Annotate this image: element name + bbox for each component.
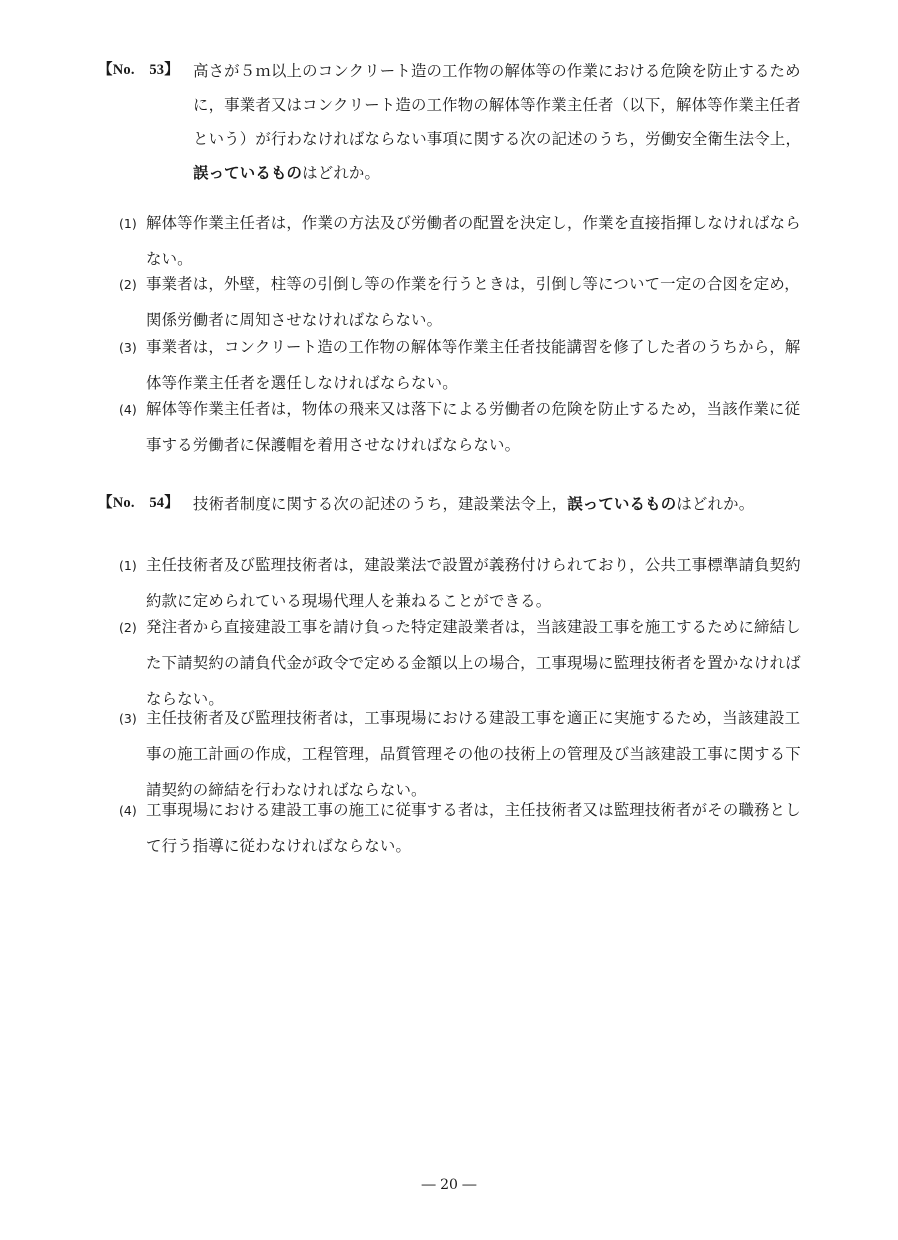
stem-54-part-a: 技術者制度に関する次の記述のうち，建設業法令上， [193, 495, 568, 513]
option-53-3-text: 事業者は，コンクリート造の工作物の解体等作業主任者技能講習を修了した者のうちから，解体等作業主任者を選任しなければならない。 [146, 338, 801, 392]
option-54-1-text: 主任技術者及び監理技術者は，建設業法で設置が義務付けられており，公共工事標準請負契約約款に定められている現場代理人を兼ねることができる。 [146, 556, 801, 610]
option-53-3-number: (3) [119, 340, 137, 355]
option-54-3-text: 主任技術者及び監理技術者は，工事現場における建設工事を適正に実施するため，当該建設工事の施工計画の作成，工程管理，品質管理その他の技術上の管理及び当該建設工事に関する下請契約の締結を行わなければならない。 [146, 709, 801, 799]
stem-54-part-b: はどれか。 [676, 495, 755, 513]
stem-54-emphasis: 誤っているもの [567, 495, 677, 513]
question-stem-54 [193, 487, 805, 521]
option-54-3-number: (3) [119, 711, 137, 726]
option-53-2-text: 事業者は，外壁，柱等の引倒し等の作業を行うときは，引倒し等について一定の合図を定め，関係労働者に周知させなければならない。 [146, 275, 800, 329]
stem-53-part-a: 高さが５ｍ以上のコンクリート造の工作物の解体等の作業における危険を防止するために，事業者又はコンクリート造の工作物の解体等作業主任者（以下，解体等作業主任者という）が行わなければならない事項に関する次の記述のうち，労働安全衛生法令上， [193, 62, 802, 148]
page-number: ― 20 ― [421, 1177, 477, 1193]
option-53-4-number: (4) [119, 402, 137, 417]
option-54-4-number: (4) [119, 803, 137, 818]
question-stem-53 [193, 54, 805, 190]
option-53-1-text: 解体等作業主任者は，作業の方法及び労働者の配置を決定し，作業を直接指揮しなければならない。 [146, 214, 801, 268]
option-54-2-text: 発注者から直接建設工事を請け負った特定建設業者は，当該建設工事を施工するために締結した下請契約の請負代金が政令で定める金額以上の場合，工事現場に監理技術者を置かなければならない。 [146, 618, 801, 708]
question-number-54: 【No. 54】 [98, 495, 179, 511]
option-54-4-text: 工事現場における建設工事の施工に従事する者は，主任技術者又は監理技術者がその職務として行う指導に従わなければならない。 [146, 801, 801, 855]
option-54-1-number: (1) [119, 558, 137, 573]
question-number-53: 【No. 53】 [98, 62, 179, 78]
option-54-2-number: (2) [119, 620, 137, 635]
stem-53-emphasis: 誤っているもの [193, 164, 303, 182]
stem-53-part-b: はどれか。 [302, 164, 381, 182]
option-53-2-number: (2) [119, 277, 137, 292]
option-53-1-number: (1) [119, 216, 137, 231]
option-53-4-text: 解体等作業主任者は，物体の飛来又は落下による労働者の危険を防止するため，当該作業に従事する労働者に保護帽を着用させなければならない。 [146, 400, 801, 454]
